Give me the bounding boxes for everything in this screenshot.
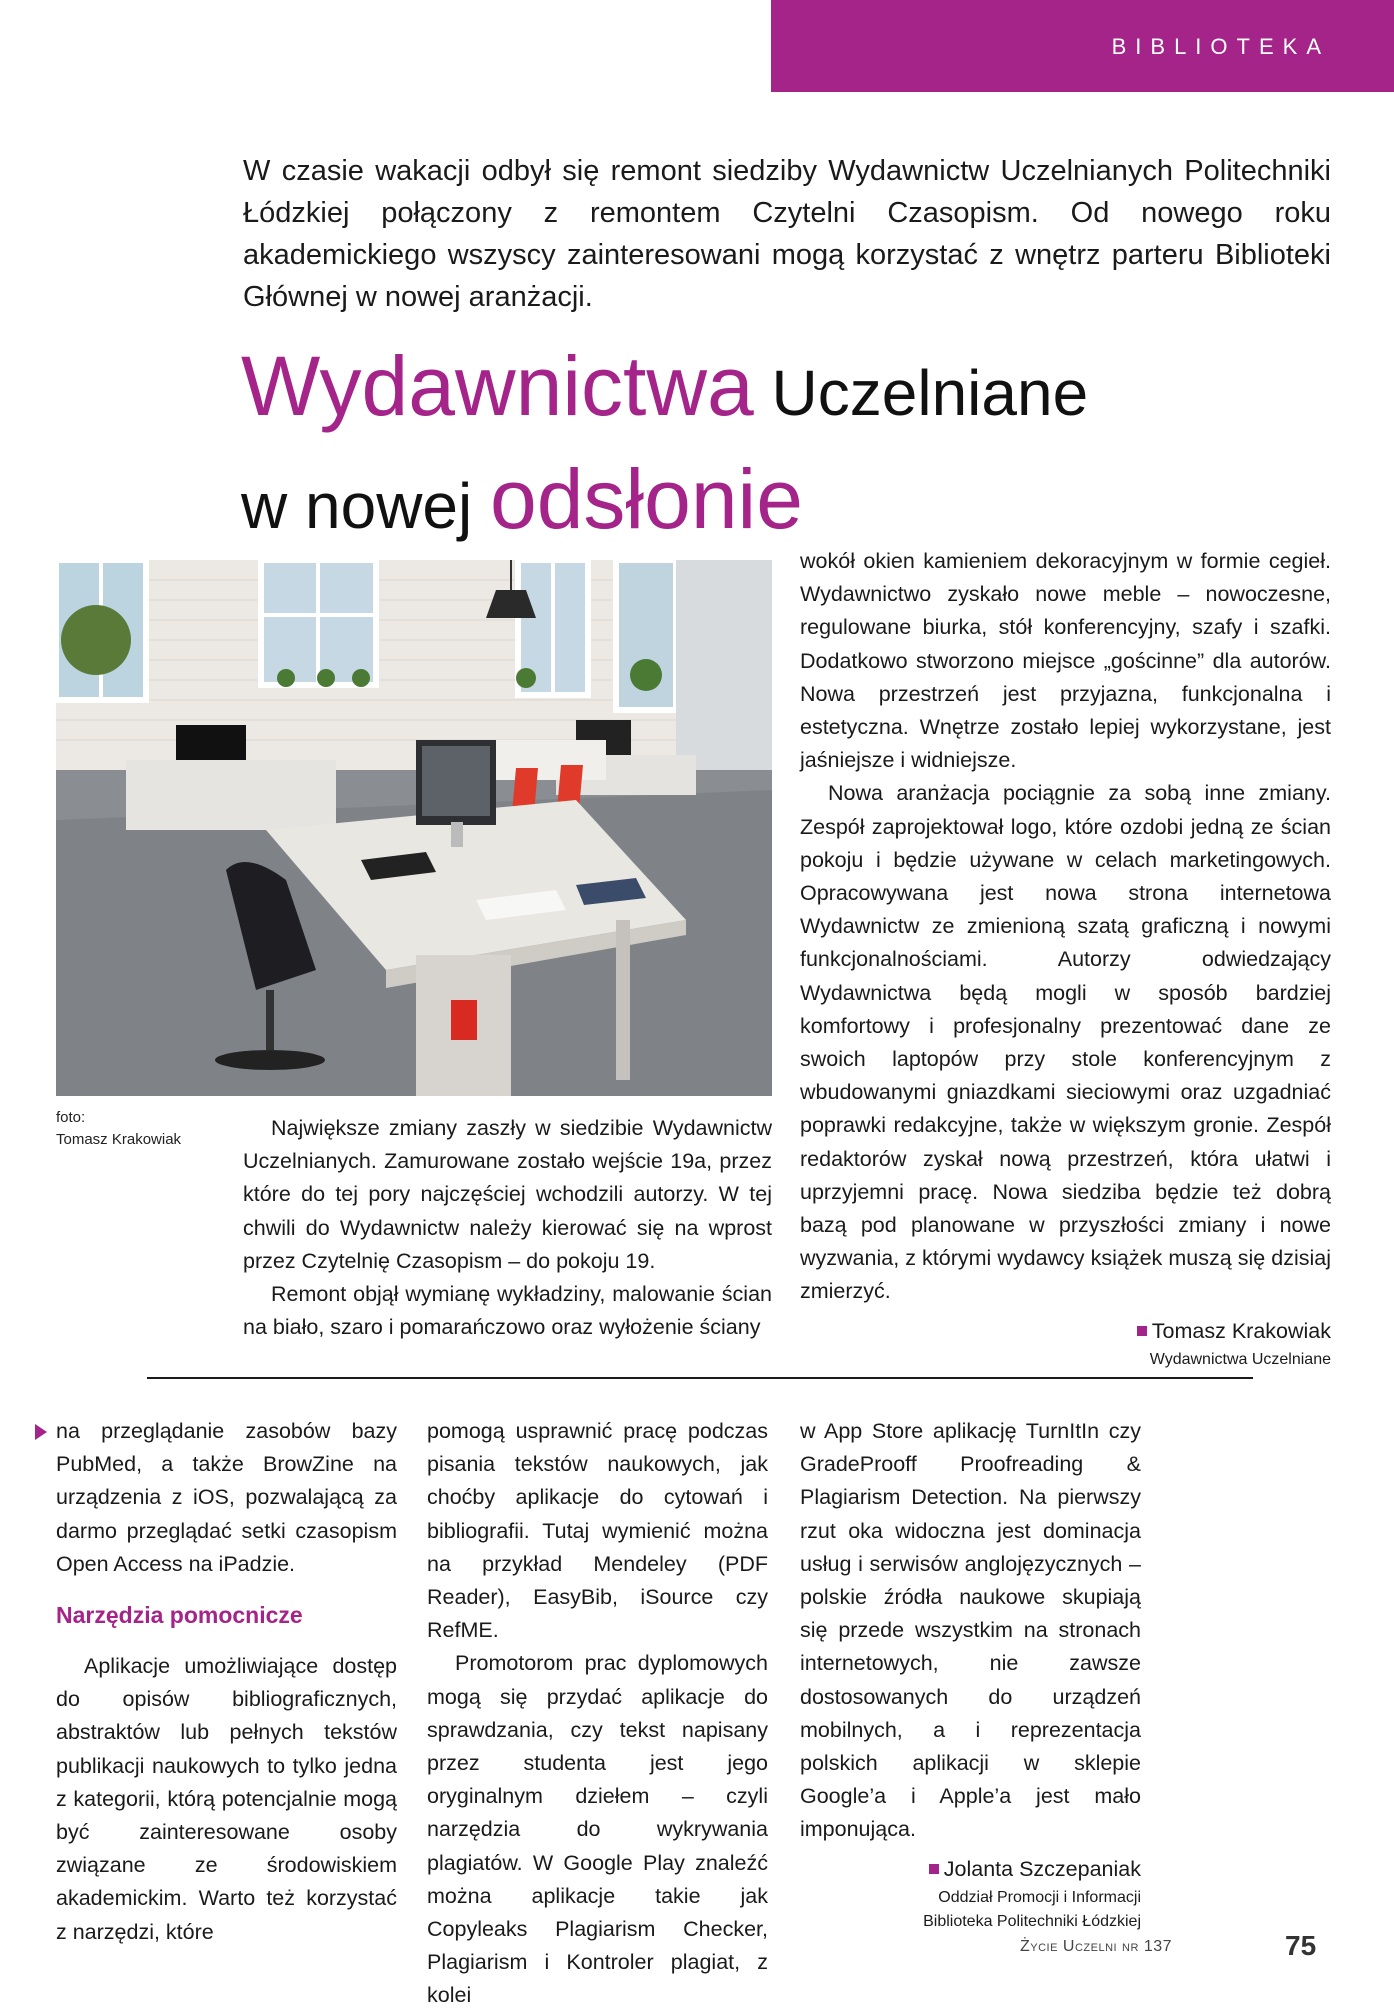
article2-signature (800, 1853, 1141, 1934)
signature-square-icon (929, 1864, 939, 1874)
continuation-arrow-icon (35, 1424, 47, 1440)
section-tab (771, 0, 1394, 92)
article2-author: Jolanta Szczepaniak (943, 1856, 1141, 1881)
section-divider (147, 1377, 1253, 1379)
title-part-4: odsłonie (490, 452, 803, 546)
photo-credit-name: Tomasz Krakowiak (56, 1131, 182, 1148)
section-label: BIBLIOTEKA (1111, 34, 1330, 59)
article2-column-1 (56, 1415, 397, 1949)
article2-author-org-2: Biblioteka Politechniki Łódzkiej (923, 1912, 1141, 1930)
title-part-3: w nowej (241, 470, 490, 542)
title-part-1: Wydawnictwa (241, 339, 754, 433)
article2-paragraph-2: Aplikacje umożliwiające dostęp do opisów bibliograficznych, abstraktów lub pełnych tekstów publikacji naukowych to tylko jedna z kategorii, którą potencjalnie mogą być zainteresowane osoby związane ze środowiskiem akademickim. Warto też korzystać z narzędzi, które (56, 1654, 397, 1944)
article2-paragraph-1: na przeglądanie zasobów bazy PubMed, a także BrowZine na urządzenia z iOS, pozwalającą za darmo przeglądać setki czasopism Open Access na iPadzie. (56, 1419, 397, 1576)
signature-square-icon (1137, 1326, 1147, 1336)
article2-author-org-1: Oddział Promocji i Informacji (938, 1888, 1141, 1906)
article1-paragraph-1: Największe zmiany zaszły w siedzibie Wydawnictw Uczelnianych. Zamurowane zostało wejście 19a, przez które do tej pory najczęściej wchodzili autorzy. W tej chwili do Wydawnictw należy kierować się na wprost przez Czytelnię Czasopism – do pokoju 19. (243, 1116, 772, 1273)
article2-subheading: Narzędzia pomocnicze (56, 1602, 303, 1629)
article2-column-3 (800, 1415, 1141, 1934)
article1-signature (800, 1315, 1331, 1372)
article1-middle-column (243, 1112, 772, 1344)
office-photo (56, 560, 772, 1096)
article2-column-2 (427, 1415, 768, 2013)
article2-paragraph-5: w App Store aplikację TurnItIn czy GradeProoff Proofreading & Plagiarism Detection. Na pierwszy rzut oka widoczna jest dominacja usług i serwisów anglojęzycznych – polskie źródła naukowe skupiają się przede wszystkim na stronach internetowych, nie zawsze dostosowanych do urządzeń mobilnych, a i reprezentacja polskich aplikacji w sklepie Google’a i Apple’a jest mało imponująca. (800, 1419, 1141, 1842)
article1-author: Tomasz Krakowiak (1151, 1318, 1331, 1343)
lead-paragraph: W czasie wakacji odbył się remont siedziby Wydawnictw Uczelnianych Politechniki Łódzkiej połączony z remontem Czytelni Czasopism. Od nowego roku akademickiego wszyscy zainteresowani mogą korzystać z wnętrz parteru Biblioteki Głównej w nowej aranżacji. (243, 155, 1331, 313)
article1-paragraph-2: Remont objął wymianę wykładziny, malowanie ścian na biało, szaro i pomarańczowo oraz wyłożenie ściany (243, 1282, 772, 1340)
title-part-2: Uczelniane (753, 357, 1089, 429)
article1-paragraph-3: wokół okien kamieniem dekoracyjnym w formie cegieł. Wydawnictwo zyskało nowe meble – nowoczesne, regulowane biurka, stół konferencyjny, szafy i szafki. Dodatkowo stworzono miejsce „gościnne” dla autorów. Nowa przestrzeń jest przyjazna, funkcjonalna i estetyczna. Wnętrze zostało lepiej wykorzystane, jest jaśniejsze i widniejsze. (800, 549, 1331, 773)
article2-paragraph-4: Promotorom prac dyplomowych mogą się przydać aplikacje do sprawdzania, czy tekst napisany przez studenta jest jego oryginalnym dziełem – czyli narzędzia do wykrywania plagiatów. W Google Play znaleźć można aplikacje takie jak Copyleaks Plagiarism Checker, Plagiarism i Kontroler plagiat, z kolei (427, 1651, 768, 2008)
article2-paragraph-3: pomogą usprawnić pracę podczas pisania tekstów naukowych, jak choćby aplikacje do cytowań i bibliografii. Tutaj wymienić można na przykład Mendeley (PDF Reader), EasyBib, iSource czy RefME. (427, 1419, 768, 1643)
photo-credit (56, 1107, 236, 1151)
photo-credit-label: foto: (56, 1109, 86, 1126)
article1-author-org: Wydawnictwa Uczelniane (1149, 1350, 1331, 1368)
article1-paragraph-4: Nowa aranżacja pociągnie za sobą inne zmiany. Zespół zaprojektował logo, które ozdobi jedną ze ścian pokoju i będzie używane w celach marketingowych. Opracowywana jest nowa strona internetowa Wydawnictw ze zmienioną szatą graficzną i nowymi funkcjonalnościami. Autorzy odwiedzający Wydawnictwa będą mogli w sposób bardziej komfortowy i profesjonalny prezentować dane ze swoich laptopów przy stole konferencyjnym z wbudowanymi gniazdkami sieciowymi oraz uzgadniać poprawki redakcyjne, także w większym gronie. Zespół redaktorów zyskał nową przestrzeń, która ułatwi i uprzyjemni pracę. Nowa siedziba będzie też dobrą bazą pod planowane w przyszłości zmiany i nowe wyzwania, z którymi wydawcy książek muszą się dzisiaj zmierzyć. (800, 781, 1331, 1304)
page-number: 75 (1285, 1930, 1317, 1961)
magazine-name: Życie Uczelni nr 137 (1020, 1938, 1173, 1955)
article-title (241, 333, 1341, 559)
article1-right-column (800, 545, 1331, 1372)
